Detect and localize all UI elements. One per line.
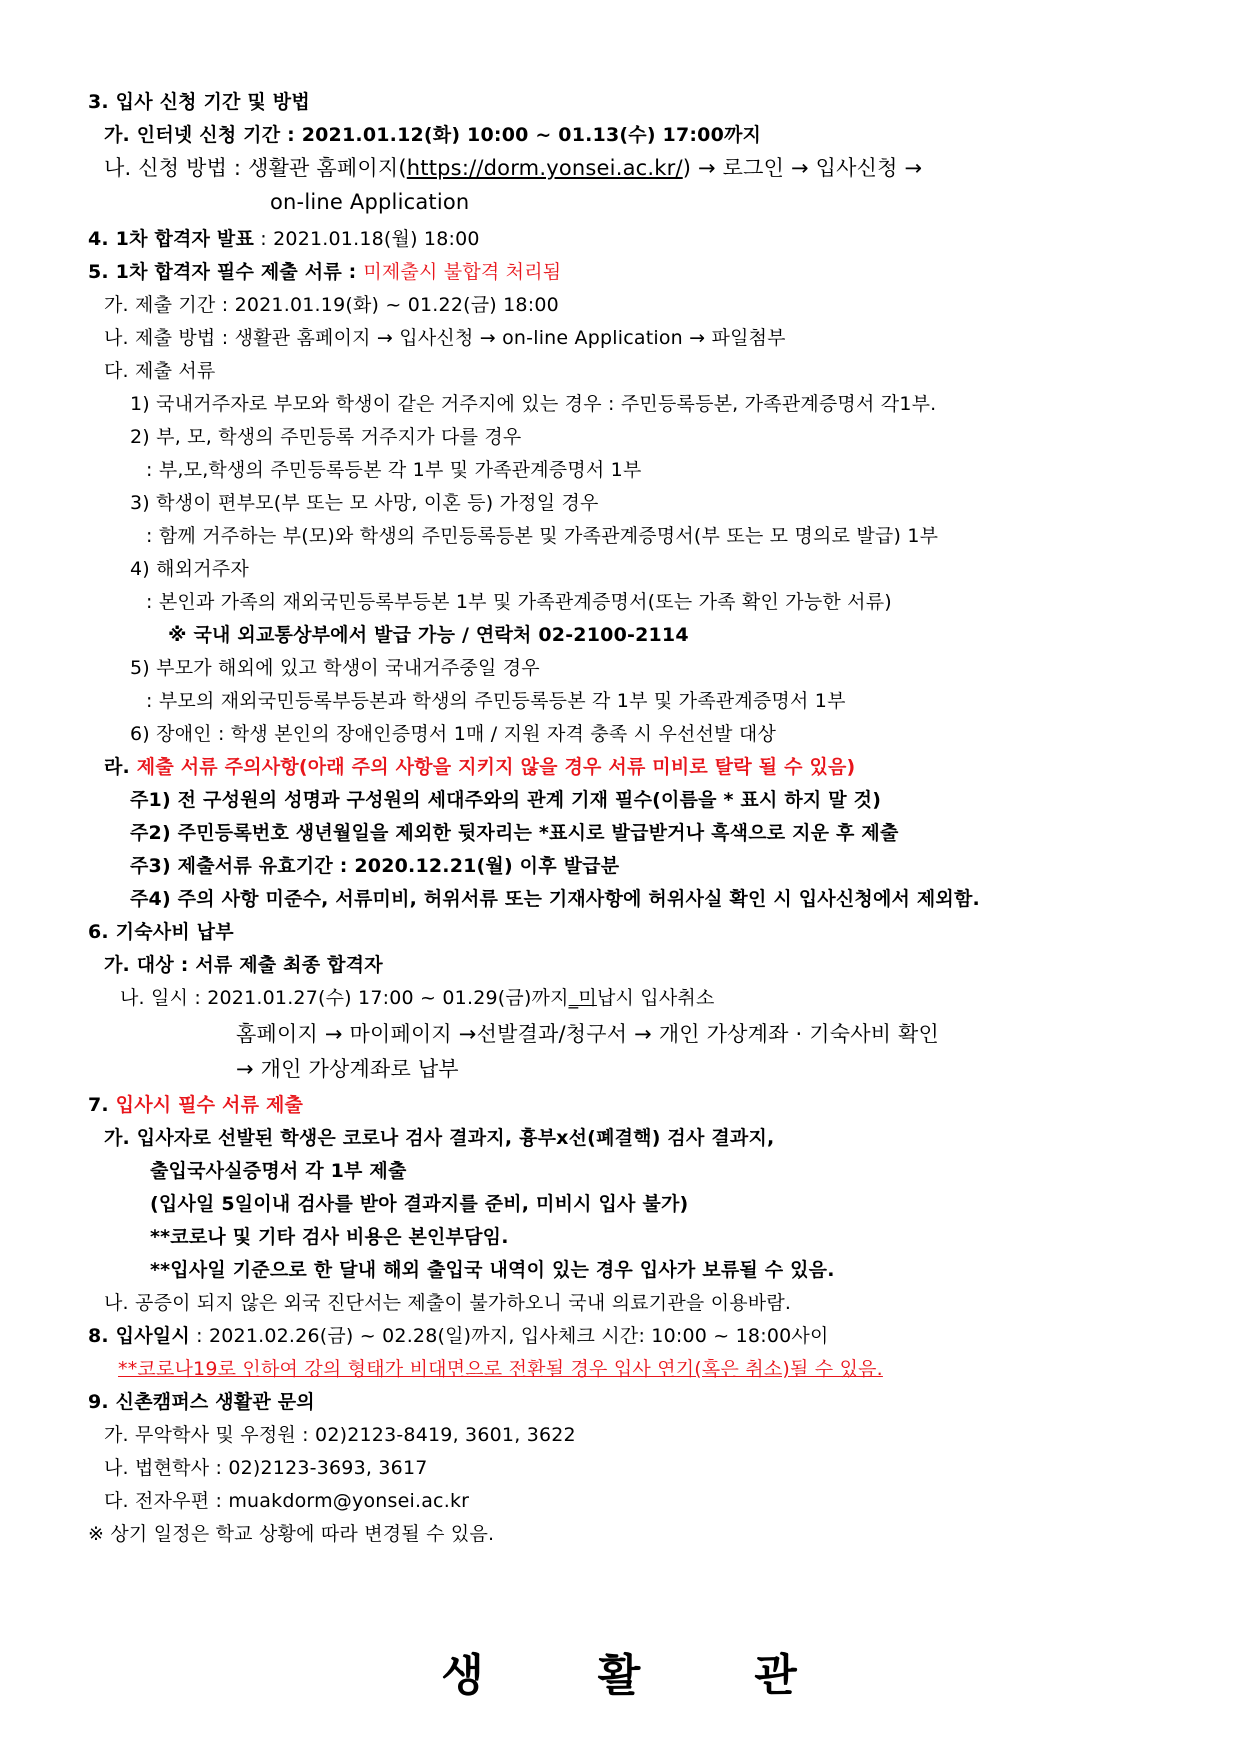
caution-note-1: 주1) 전 구성원의 성명과 구성원의 세대주와의 관계 기재 필수(이름을 * 표시 하지 말 것) bbox=[130, 789, 882, 811]
doc-item-4: 4) 해외거주자 bbox=[130, 558, 249, 580]
schedule-prefix: 나. 일시 : 2021.01.27(수) 17:00 ~ 01.29(금)까지 bbox=[120, 987, 569, 1009]
section-8-heading bbox=[88, 1324, 829, 1348]
section-7-item-1-line-3: (입사일 5일이내 검사를 받아 결과지를 준비, 미비시 입사 불가) bbox=[150, 1193, 689, 1215]
section-6-target: 가. 대상 : 서류 제출 최종 합격자 bbox=[104, 954, 383, 976]
schedule-underlined: _미 bbox=[568, 987, 597, 1009]
doc-item-5-detail: : 부모의 재외국민등록부등본과 학생의 주민등록등본 각 1부 및 가족관계증명서 1부 bbox=[146, 690, 846, 712]
section-8-warning: **코로나19로 인하여 강의 형태가 비대면으로 전환될 경우 입사 연기(혹은 취소)될 수 있음. bbox=[118, 1358, 883, 1380]
signature-char-2: 활 bbox=[597, 1650, 643, 1701]
section-7-title: 입사시 필수 서류 제출 bbox=[115, 1094, 304, 1116]
contact-beophyeon: 나. 법현학사 : 02)2123-3693, 3617 bbox=[104, 1457, 428, 1479]
schedule-suffix: 납시 입사취소 bbox=[596, 987, 715, 1009]
section-5-caution bbox=[104, 755, 855, 779]
section-6-schedule bbox=[120, 986, 715, 1010]
doc-item-6: 6) 장애인 : 학생 본인의 장애인증명서 1매 / 지원 자격 충족 시 우선선발 대상 bbox=[130, 723, 777, 745]
section-8-value: : 2021.02.26(금) ~ 02.28(일)까지, 입사체크 시간: 10:00 ~ 18:00사이 bbox=[189, 1325, 829, 1347]
doc-item-1: 1) 국내거주자로 부모와 학생이 같은 거주지에 있는 경우 : 주민등록등본, 가족관계증명서 각1부. bbox=[130, 393, 937, 415]
footnote: ※ 상기 일정은 학교 상황에 따라 변경될 수 있음. bbox=[88, 1523, 495, 1545]
section-7-item-1-line-2: 출입국사실증명서 각 1부 제출 bbox=[150, 1160, 407, 1182]
signature-char-3: 관 bbox=[754, 1650, 799, 1701]
caution-note-3: 주3) 제출서류 유효기간 : 2020.12.21(월) 이후 발급분 bbox=[130, 855, 620, 877]
section-5-heading bbox=[88, 260, 561, 284]
contact-muak: 가. 무악학사 및 우정원 : 02)2123-8419, 3601, 3622 bbox=[104, 1424, 576, 1446]
section-4-label: 4. 1차 합격자 발표 bbox=[88, 228, 255, 250]
section-6-heading: 6. 기숙사비 납부 bbox=[88, 921, 234, 943]
method-prefix: 나. 신청 방법 : 생활관 홈페이지( bbox=[104, 156, 407, 180]
section-9-heading: 9. 신촌캠퍼스 생활관 문의 bbox=[88, 1391, 315, 1413]
caution-note-2: 주2) 주민등록번호 생년월일을 제외한 뒷자리는 *표시로 발급받거나 흑색으로 지운 후 제출 bbox=[130, 822, 899, 844]
method-suffix: ) → 로그인 → 입사신청 → bbox=[682, 156, 923, 180]
section-4-announcement bbox=[88, 227, 480, 251]
section-7-item-1-line-4: **코로나 및 기타 검사 비용은 본인부담임. bbox=[150, 1226, 509, 1248]
section-5-period: 가. 제출 기간 : 2021.01.19(화) ~ 01.22(금) 18:00 bbox=[104, 294, 559, 316]
contact-email: 다. 전자우편 : muakdorm@yonsei.ac.kr bbox=[104, 1490, 470, 1512]
section-3-internet-period: 가. 인터넷 신청 기간 : 2021.01.12(화) 10:00 ~ 01.13(수) 17:00까지 bbox=[104, 124, 762, 146]
signature-char-1: 생 bbox=[441, 1650, 486, 1701]
signature-dormitory bbox=[0, 1648, 1240, 1704]
caution-warning: 제출 서류 주의사항(아래 주의 사항을 지키지 않을 경우 서류 미비로 탈락 될 수 있음) bbox=[136, 756, 856, 778]
doc-item-4-detail: : 본인과 가족의 재외국민등록부등본 1부 및 가족관계증명서(또는 가족 확인 가능한 서류) bbox=[146, 591, 892, 613]
doc-item-5: 5) 부모가 해외에 있고 학생이 국내거주중일 경우 bbox=[130, 657, 540, 679]
dorm-homepage-link[interactable]: https://dorm.yonsei.ac.kr/ bbox=[406, 156, 683, 180]
section-5-method: 나. 제출 방법 : 생활관 홈페이지 → 입사신청 → on-line Application → 파일첨부 bbox=[104, 327, 786, 349]
section-4-value: : 2021.01.18(월) 18:00 bbox=[254, 228, 480, 250]
caution-prefix: 라. bbox=[104, 756, 137, 778]
doc-item-3-detail: : 함께 거주하는 부(모)와 학생의 주민등록등본 및 가족관계증명서(부 또는 모 명의로 발급) 1부 bbox=[146, 525, 939, 547]
section-7-item-1-line-5: **입사일 기준으로 한 달내 해외 출입국 내역이 있는 경우 입사가 보류될 수 있음. bbox=[150, 1259, 835, 1281]
section-5-label: 5. 1차 합격자 필수 제출 서류 : bbox=[88, 261, 364, 283]
section-8-label: 8. 입사일시 bbox=[88, 1325, 190, 1347]
section-7-prefix: 7. bbox=[88, 1094, 116, 1116]
section-7-item-1: 가. 입사자로 선발된 학생은 코로나 검사 결과지, 흉부x선(폐결핵) 검사 결과지, bbox=[104, 1127, 775, 1149]
section-3-method bbox=[104, 156, 922, 180]
doc-item-4-note: ※ 국내 외교통상부에서 발급 가능 / 연락처 02-2100-2114 bbox=[168, 624, 689, 646]
section-7-item-2: 나. 공증이 되지 않은 외국 진단서는 제출이 불가하오니 국내 의료기관을 이용바람. bbox=[104, 1292, 792, 1314]
section-3-method-cont: on-line Application bbox=[270, 190, 470, 214]
section-7-heading bbox=[88, 1093, 303, 1117]
section-6-path-2: → 개인 가상계좌로 납부 bbox=[236, 1057, 459, 1081]
doc-item-3: 3) 학생이 편부모(부 또는 모 사망, 이혼 등) 가정일 경우 bbox=[130, 492, 599, 514]
section-5-documents: 다. 제출 서류 bbox=[104, 360, 216, 382]
caution-note-4: 주4) 주의 사항 미준수, 서류미비, 허위서류 또는 기재사항에 허위사실 확인 시 입사신청에서 제외함. bbox=[130, 888, 980, 910]
doc-item-2: 2) 부, 모, 학생의 주민등록 거주지가 다를 경우 bbox=[130, 426, 522, 448]
section-5-warning: 미제출시 불합격 처리됨 bbox=[363, 261, 562, 283]
section-3-heading: 3. 입사 신청 기간 및 방법 bbox=[88, 91, 310, 113]
section-6-path-1: 홈페이지 → 마이페이지 →선발결과/청구서 → 개인 가상계좌 · 기숙사비 확인 bbox=[236, 1022, 940, 1046]
doc-item-2-detail: : 부,모,학생의 주민등록등본 각 1부 및 가족관계증명서 1부 bbox=[146, 459, 642, 481]
